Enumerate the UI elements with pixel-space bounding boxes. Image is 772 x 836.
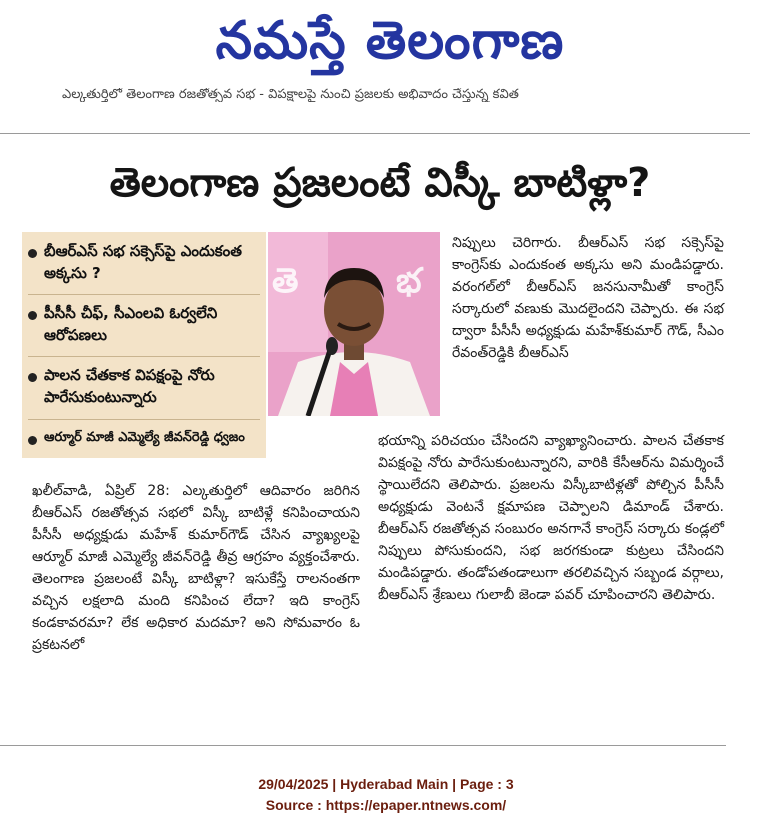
article-column-right: నిప్పులు చెరిగారు. బీఆర్ఎస్ సభ సక్సెస్‌పై కాంగ్రెస్‌కు ఎందుకంత అక్కసు అని మండిపడ్డారు. వరంగల్‌లో బీఆర్ఎస్ జనసునామీతో కాంగ్రెస్ సర్కారులో వణుకు మొదలైందని చెప్పారు. ఈ సభ ద్వారా పీసీసీ అధ్యక్షుడు మహేశ్‌కుమార్ గౌడ్, సీఎం రేవంత్‌రెడ్డికి బీఆర్ఎస్ [452, 235, 724, 361]
divider [28, 419, 260, 420]
article-headline: తెలంగాణ ప్రజలంటే విస్కీ బాటిళ్లా? [109, 160, 651, 206]
kicker-line: ఎల్కతుర్తిలో తెలంగాణ రజతోత్సవ సభ - విపక్షాలపై నుంచి ప్రజలకు అభివాదం చేస్తున్న కవిత [62, 88, 519, 102]
edition-info: 29/04/2025 | Hyderabad Main | Page : 3 [258, 776, 514, 792]
svg-text:భ: భ [396, 261, 422, 301]
article-column-continued: భయాన్ని పరిచయం చేసిందని వ్యాఖ్యానించారు. పాలన చేతకాక విపక్షంపై నోరు పారేసుకుంటున్నారని, వారికి కేసీఆర్‌ను విమర్శించే స్థాయిలేదని తెలిపారు. ప్రజలను విస్కీబాటిళ్లతో పోల్చిన పీసీసీ అధ్యక్షుడు వెంటనే క్షమాపణ చెప్పాలని డిమాండ్ చేశారు. బీఆర్ఎస్ రజతోత్సవ సంబురం అనగానే కాంగ్రెస్ సర్కారు కండ్లలో నిప్పులు పోసుకుందని, సభ జరగకుండా కుట్రలు చేసిందని మండిపడ్డారు. తండోపతండాలుగా తరలివచ్చిన సబ్బండ వర్గాలు, బీఆర్ఎస్ శ్రేణులు గులాబీ జెండా పవర్ చూపించారని తెలిపారు. [378, 433, 724, 603]
divider [0, 745, 726, 746]
svg-text:తె: తె [272, 261, 299, 301]
masthead [0, 0, 772, 90]
divider [28, 294, 260, 295]
highlights-box [22, 232, 266, 458]
person-photo-illustration [268, 232, 440, 416]
article-column-left: ఖలీల్‌వాడి, ఏప్రిల్ 28: ఎల్కతుర్తిలో ఆదివారం జరిగిన బీఆర్ఎస్ రజతోత్సవ సభలో విస్కీ బాటిళ్లే కనిపించాయని పీసీసీ అధ్యక్షుడు మహేశ్ కుమార్‌గౌడ్ చేసిన వ్యాఖ్యలపై ఆర్మూర్ మాజీ ఎమ్మెల్యే జీవన్‌రెడ్డి తీవ్ర ఆగ్రహం వ్యక్తంచేశారు. తెలంగాణ ప్రజలంటే విస్కీ బాటిళ్లా? ఇసుకేస్తే రాలనంతగా వచ్చిన లక్షలాది మంది కనిపించ లేదా? ఇది కాంగ్రెస్ కండకావరమా? లేక అధికార మదమా? అని సోమవారం ఓ ప్రకటనలో [32, 483, 360, 653]
bullet-icon [28, 373, 37, 382]
highlight-text: పీసీసీ చీఫ్, సీఎంలవి ఓర్వలేని ఆరోపణలు [44, 304, 218, 344]
newspaper-logo: నమస్తే తెలంగాణ [215, 11, 565, 71]
highlight-text: బీఆర్ఎస్ సభ సక్సెస్‌పై ఎందుకంత అక్కసు ? [44, 242, 242, 282]
source-link[interactable]: Source : https://epaper.ntnews.com/ [265, 797, 507, 813]
highlight-text: ఆర్మూర్ మాజీ ఎమ్మెల్యే జీవన్‌రెడ్డి ధ్వజం [44, 430, 245, 445]
highlight-text: పాలన చేతకాక విపక్షంపై నోరు పారేసుకుంటున్నారు [44, 366, 215, 406]
bullet-icon [28, 436, 37, 445]
bullet-icon [28, 249, 37, 258]
divider [0, 133, 750, 134]
divider [28, 356, 260, 357]
article-photo [268, 232, 440, 416]
bullet-icon [28, 311, 37, 320]
